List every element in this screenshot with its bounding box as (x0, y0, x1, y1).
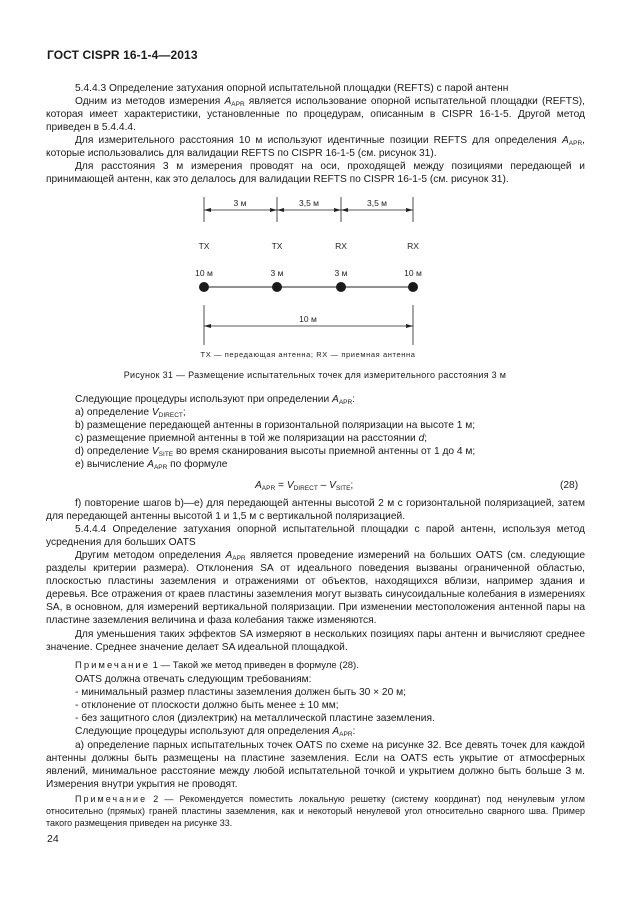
formula-28: $A_{APR} = V_{DIRECT} - V_{SITE}$; (255, 480, 354, 492)
height-label: 10 м (404, 268, 422, 278)
test-point (272, 282, 282, 292)
section-5444-title: 5.4.4.4 Определение затухания опорной испытательной площадки с парой антенн, используя метод усреднения для больших OATS (46, 524, 585, 548)
dimension-label: 3,5 м (298, 198, 320, 208)
note-1: Примечание 1 — Такой же метод приведен в формуле (28). (75, 660, 359, 671)
note-2: Примечание 2 — Рекомендуется поместить локальную решетку (систему координат) под ненулевым углом относительно (прямых) граней пластины заземления, как и некоторый ненулевой угол относительно сварного шва. Пример такого размещения приведен на рисунке 33. (46, 794, 585, 828)
height-label: 3 м (270, 268, 284, 278)
position-label: TX (271, 241, 283, 251)
step-b: b) размещение передающей антенны в горизонтальной поляризации на высоте 1 м; (75, 420, 476, 431)
height-label: 10 м (195, 268, 213, 278)
paragraph: Другим методом определения $A_{APR}$ является проведение измерений на больших OATS (см. следующие разделы критерии размера). Отклонения SA от идеального поведения вызваны ограниченной областью, плоскостью пластины заземления и отражениями от объектов, находящихся вблизи, например здания и деревья. Все отражения от краев пластины заземления могут вызвать синусоидальные колебания в измерениях SA, в основном, для измерений вертикальной поляризации. При изменении местоположения антенной пары на пластине заземления величина и фаза колебания также изменяются. (46, 550, 585, 626)
requirement-item: - отклонение от плоскости должно быть менее ± 10 мм; (75, 700, 339, 711)
step-a: а) определение $V_{DIRECT}$; (75, 407, 186, 419)
section-5443-title: 5.4.4.3 Определение затухания опорной испытательной площадки (REFTS) с парой антенн (75, 83, 509, 94)
test-point (199, 282, 209, 292)
steps-intro: Следующие процедуры используют при определении $A_{APR}$: (75, 394, 356, 406)
paragraph: Для уменьшения таких эффектов SA измеряют в нескольких позициях пары антенн и вычисляют среднее значение. Среднее значение делает SA идеальной площадкой. (46, 629, 585, 653)
paragraph: Одним из методов измерения $A_{APR}$ является использование опорной испытательной площадки (REFTS), которая имеет характеристики, установленные по процедурам, описанным в CISPR 16-1-5. Другой метод приведен в 5.4.4.4. (46, 96, 585, 133)
step-d: d) определение $V_{SITE}$ во время сканирования высоты приемной антенны от 1 до 4 м; (75, 446, 476, 458)
dimension-label: 3 м (233, 198, 247, 208)
dimension-label: 3,5 м (366, 198, 388, 208)
document-header: ГОСТ CISPR 16-1-4—2013 (47, 48, 198, 62)
step-c: c) размещение приемной антенны в той же поляризации на расстоянии d; (75, 433, 428, 444)
oats-requirements-intro: OATS должна отвечать следующим требованиям: (75, 674, 312, 685)
figure-caption: Рисунок 31 — Размещение испытательных точек для измерительного расстояния 3 м (123, 370, 507, 380)
steps2-intro: Следующие процедуры используют для определения $A_{APR}$: (75, 726, 356, 738)
page-number: 24 (47, 833, 59, 845)
test-point (408, 282, 418, 292)
step2-a: а) определение парных испытательных точек OATS по схеме на рисунке 32. Все девять точек для каждой антенны должны быть размещены на пластине заземления. Если на OATS есть укрытие от атмосферных явлений, минимальное расстояние между любой испытательной точкой и укрытием должно быть больше 3 м. Измерения внутри укрытия не проводят. (46, 740, 585, 790)
total-distance-label: 10 м (299, 314, 317, 324)
requirement-item: - минимальный размер пластины заземления должен быть 30 × 20 м; (75, 687, 406, 698)
step-f: f) повторение шагов b)—e) для передающей антенны высотой 2 м с горизонтальной поляризацией, затем для передающей антенны высотой 1 и 1,5 м с вертикальной поляризацией. (46, 498, 585, 522)
formula-number: (28) (560, 480, 579, 491)
position-label: TX (198, 241, 210, 251)
test-point (336, 282, 346, 292)
position-label: RX (407, 241, 419, 251)
paragraph: Для расстояния 3 м измерения проводят на оси, проходящей между позициями передающей и принимающей антенн, как это делалось для валидации REFTS по CISPR 16-1-5 (см. рисунок 31). (46, 161, 585, 185)
figure-legend: TX — передающая антенна; RX — приемная антенна (200, 350, 416, 359)
paragraph: Для измерительного расстояния 10 м используют идентичные позиции REFTS для определения $A_{APR}$, которые использовались для валидации REFTS по CISPR 16-1-5 (см. рисунок 31). (46, 135, 585, 159)
requirement-item: - без защитного слоя (диэлектрик) на металлической пластине заземления. (75, 713, 435, 724)
position-label: RX (335, 241, 347, 251)
step-e: e) вычисление $A_{APR}$ по формуле (75, 459, 228, 471)
height-label: 3 м (334, 268, 348, 278)
